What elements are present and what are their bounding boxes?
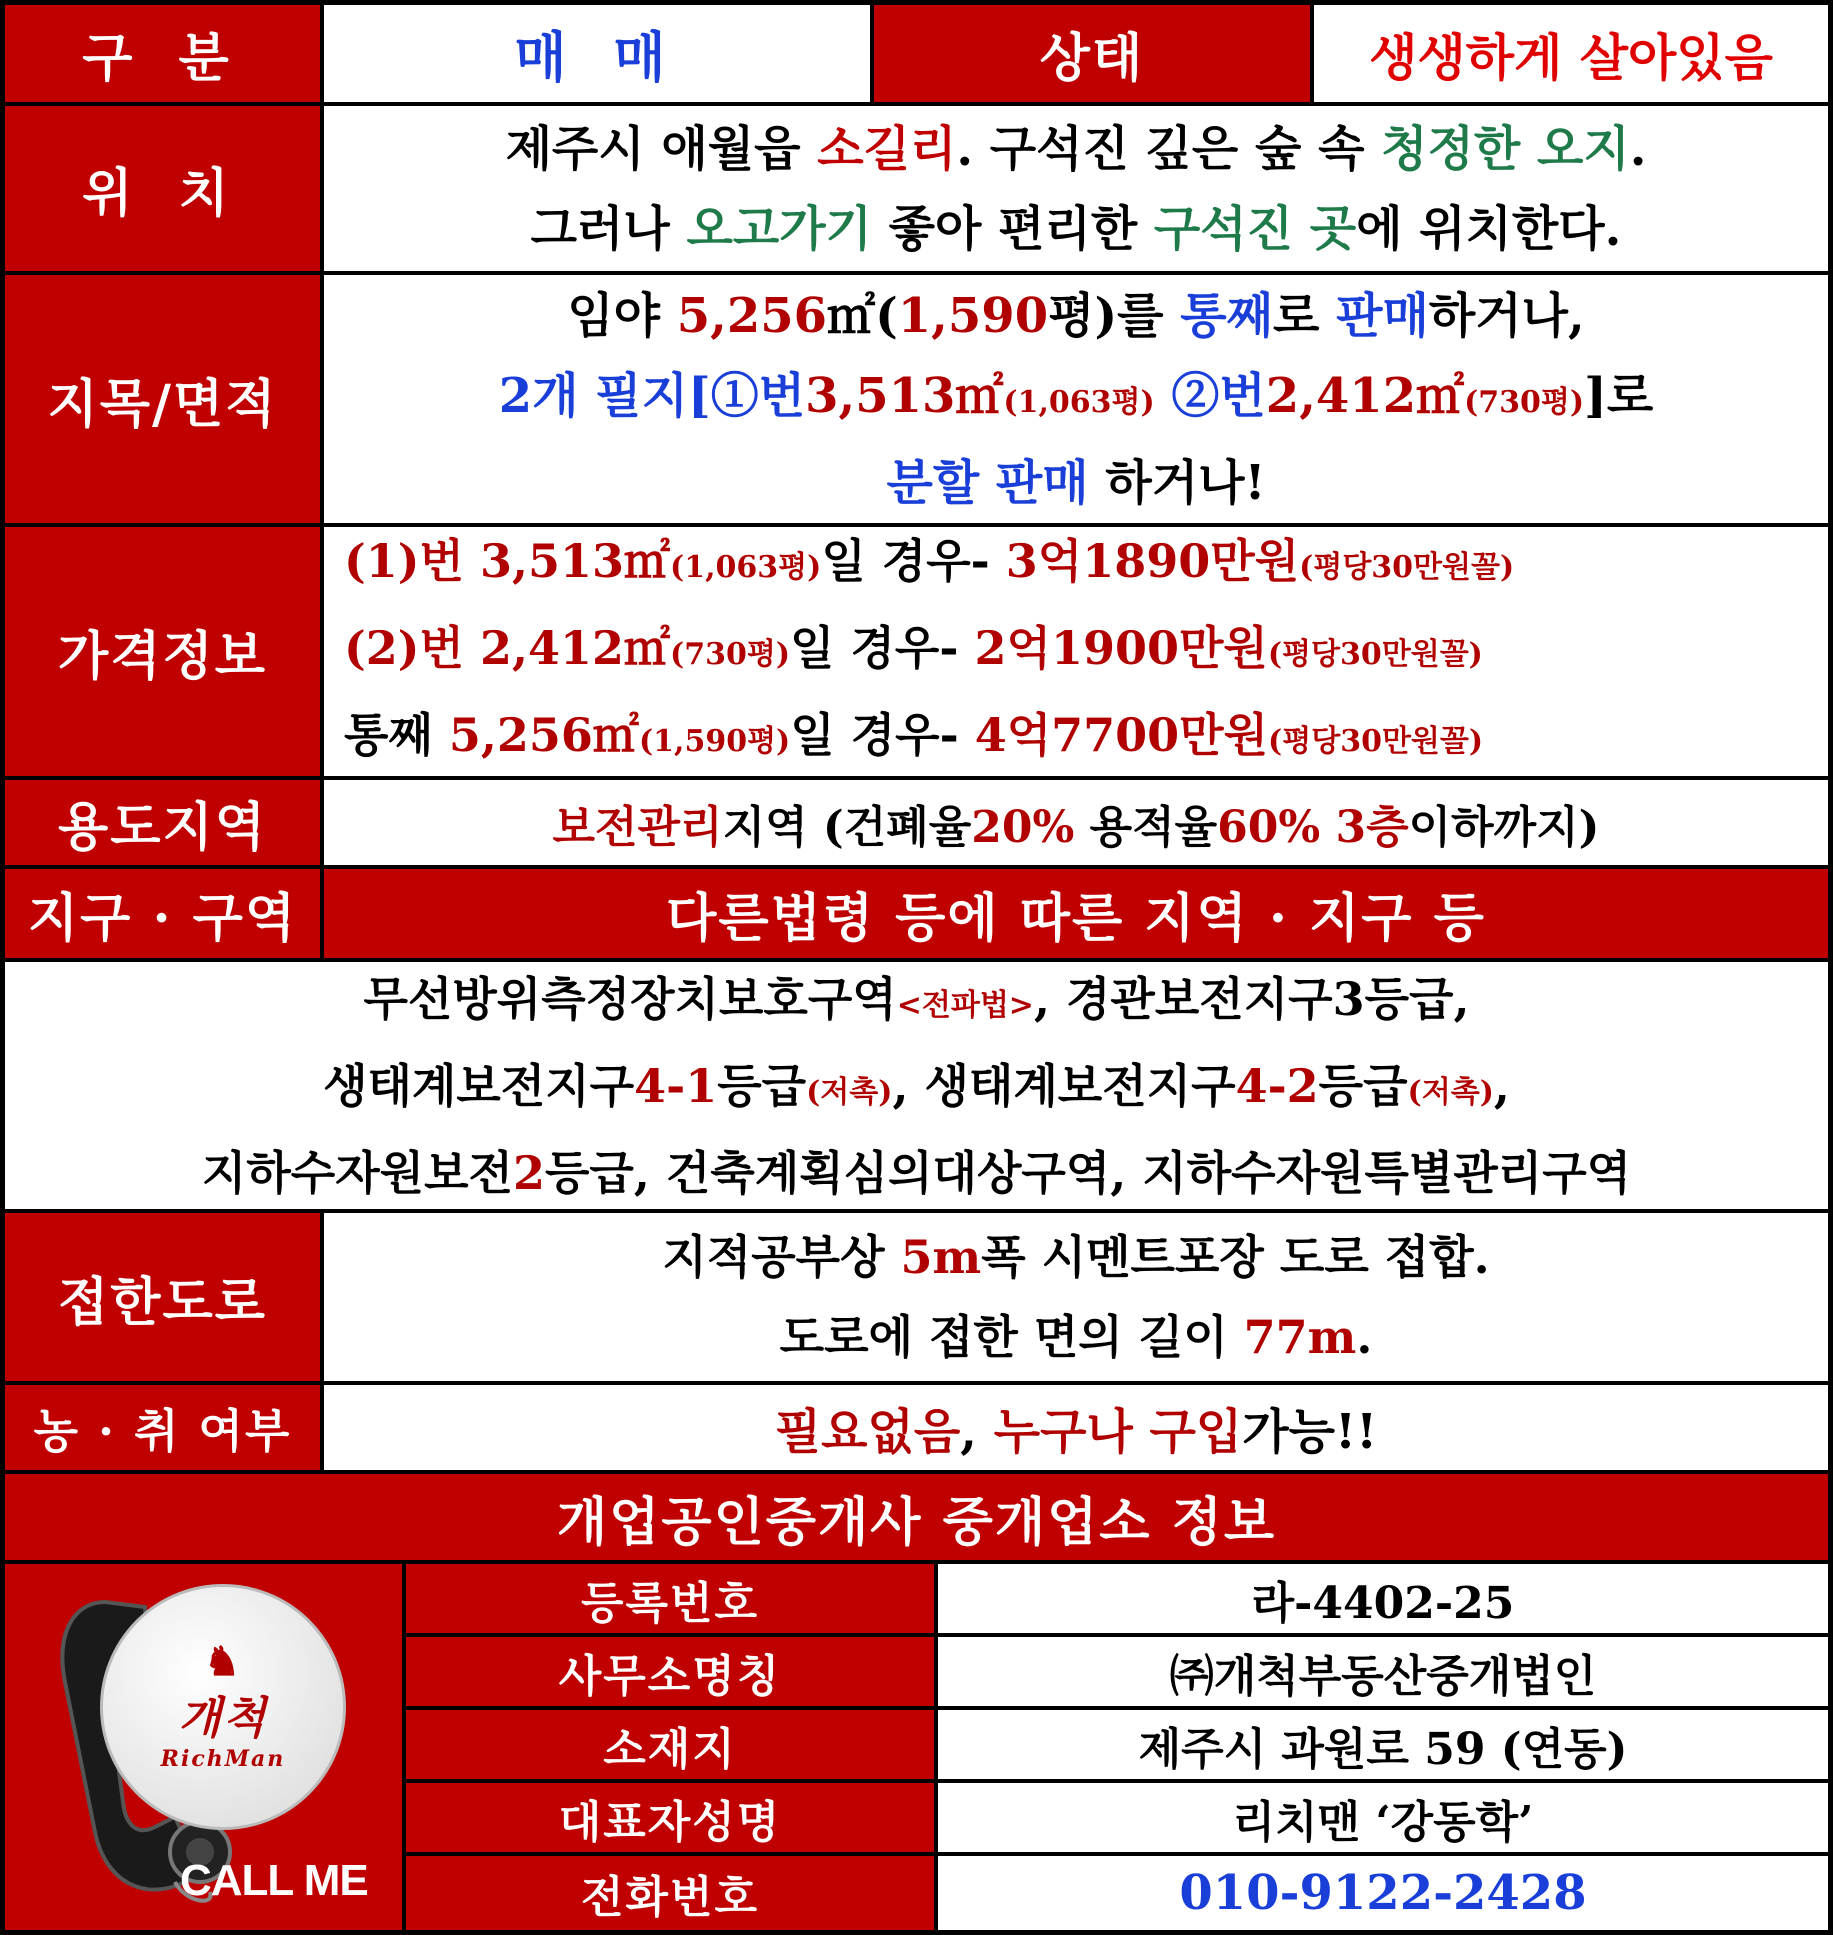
- road-text: 지적공부상 5m폭 시멘트포장 도로 접합. 도로에 접한 면의 길이 77m.: [324, 1213, 1828, 1381]
- type-label: 구 분: [5, 5, 320, 102]
- agent-row-value: ㈜개척부동산중개법인: [938, 1637, 1828, 1706]
- location-label: 위 치: [5, 106, 320, 271]
- logo-horse-icon: ♞: [204, 1638, 242, 1685]
- zoning-text: 보전관리지역 (건폐율20% 용적율60% 3층이하까지): [324, 780, 1828, 865]
- agent-row-label: 사무소명칭: [406, 1637, 934, 1706]
- area-label: 지목/면적: [5, 275, 320, 523]
- logo-brand: 개척: [178, 1693, 268, 1744]
- logo-sub: RichMan: [160, 1746, 286, 1772]
- status-label: 상태: [874, 5, 1310, 102]
- farmland-text: 필요없음, 누구나 구입가능!!: [324, 1385, 1828, 1470]
- phone-number[interactable]: 010-9122-2428: [938, 1856, 1828, 1930]
- status-value: 생생하게 살아있음: [1314, 5, 1828, 102]
- zoning-label: 용도지역: [5, 780, 320, 865]
- type-value: 매 매: [324, 5, 870, 102]
- agent-row-value: 리치맨 ‘강동학’: [938, 1783, 1828, 1852]
- location-line-2: 그러나 오고가기 좋아 편리한 구석진 곳에 위치한다.: [530, 200, 1622, 257]
- agent-header: 개업공인중개사 중개업소 정보: [5, 1474, 1828, 1560]
- price-label: 가격정보: [5, 527, 320, 776]
- logo-badge: [100, 1584, 346, 1830]
- agent-row-value: 제주시 과원로 59 (연동): [938, 1710, 1828, 1779]
- agent-row-label: 등록번호: [406, 1564, 934, 1633]
- agent-logo-area: [5, 1564, 402, 1930]
- location-line-1: 제주시 애월읍 소길리. 구석진 깊은 숲 속 청정한 오지.: [505, 120, 1647, 177]
- district-list: [5, 962, 1828, 1209]
- call-me-text: CALL ME: [180, 1856, 368, 1905]
- agent-row-value: 라-4402-25: [938, 1564, 1828, 1633]
- district-line-3: 지하수자원보전2등급, 건축계획심의대상구역, 지하수자원특별관리구역: [201, 1145, 1632, 1200]
- road-label: 접한도로: [5, 1213, 320, 1381]
- price-line: 통째 5,256㎡(1,590평)일 경우- 4억7700만원(평당30만원꼴): [344, 708, 1484, 762]
- district-header: 다른법령 등에 따른 지역 · 지구 등: [324, 869, 1828, 958]
- price-line: (2)번 2,412㎡(730평)일 경우- 2억1900만원(평당30만원꼴): [344, 621, 1483, 675]
- district-line-2: 생태계보전지구4-1등급(저촉), 생태계보전지구4-2등급(저촉),: [323, 1058, 1510, 1113]
- area-line-3: 분할 판매 하거나!: [886, 454, 1266, 511]
- district-line-1: 무선방위측정장치보호구역<전파법>, 경관보전지구3등급,: [363, 971, 1470, 1026]
- location-text: [324, 106, 1828, 271]
- agent-row-label: 대표자성명: [406, 1783, 934, 1852]
- agent-row-label: 소재지: [406, 1710, 934, 1779]
- area-text: [324, 275, 1828, 523]
- area-line-1: 임야 5,256㎡(1,590평)를 통째로 판매하거나,: [567, 287, 1585, 344]
- agent-row-label: 전화번호: [406, 1856, 934, 1930]
- area-line-2: 2개 필지[①번3,513㎡(1,063평) ②번2,412㎡(730평)]로: [498, 367, 1654, 424]
- price-line: (1)번 3,513㎡(1,063평)일 경우- 3억1890만원(평당30만원꼴): [344, 534, 1515, 588]
- farmland-label: 농 · 취 여부: [5, 1385, 320, 1470]
- district-label: 지구 · 구역: [5, 869, 320, 958]
- price-text: [324, 527, 1828, 776]
